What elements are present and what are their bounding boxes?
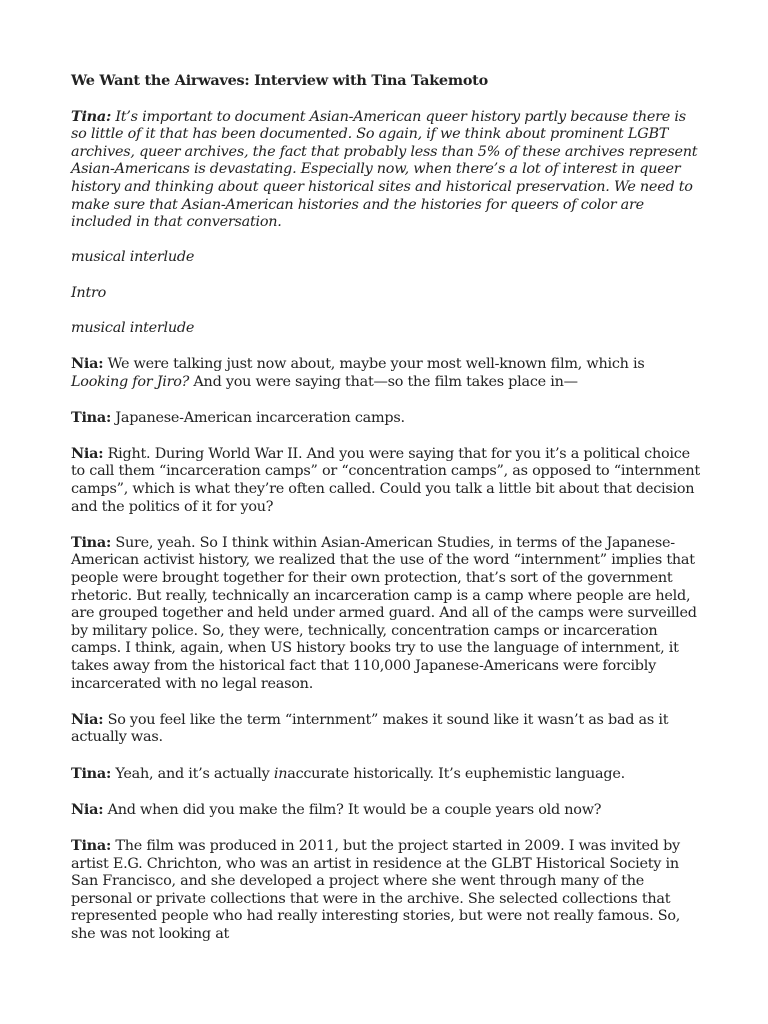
document-title: We Want the Airwaves: Interview with Tina Takemoto: [71, 72, 488, 89]
dialogue-text: So you feel like the term “internment” makes it sound like it wasn’t as bad as it actually was.: [71, 711, 669, 746]
dialogue-text: Right. During World War II. And you were saying that for you it’s a political choice to call them “incarceration camps” or “concentration camps”, as opposed to “internment camps”, which is what they’re often called. Could you talk a little bit about that decision and the politics of it for you?: [71, 445, 700, 515]
dialogue-paragraph: [71, 355, 703, 391]
dialogue-text: We were talking just now about, maybe your most well-known film, which is: [103, 355, 645, 372]
stage-note: musical interlude: [71, 319, 195, 336]
dialogue-text: Japanese-American incarceration camps.: [111, 409, 405, 426]
dialogue-paragraph: [71, 711, 703, 747]
dialogue-text: accurate historically. It’s euphemistic language.: [287, 765, 625, 782]
speaker-label: Nia:: [71, 710, 104, 728]
emphasis-text: in: [273, 765, 288, 782]
speaker-label: Tina:: [71, 764, 112, 782]
dialogue-paragraph: [71, 765, 703, 784]
stage-note: Intro: [71, 284, 107, 301]
opening-quote: [71, 108, 703, 232]
speaker-label: Tina:: [71, 408, 112, 426]
dialogue-paragraph: [71, 837, 703, 944]
dialogue-paragraph: [71, 445, 703, 516]
dialogue-text: Sure, yeah. So I think within Asian-American Studies, in terms of the Japanese-American activist history, we realized that the use of the word “internment” implies that people were brought together for their own protection, that’s sort of the government rhetoric. But really, technically an incarceration camp is a camp where people are held, are grouped together and held under armed guard. And all of the camps were surveilled by military police. So, they were, technically, concentration camps or incarceration camps. I think, again, when US history books try to use the language of internment, it takes away from the historical fact that 110,000 Japanese-Americans were forcibly incarcerated with no legal reason.: [71, 534, 697, 692]
quote-text: It’s important to document Asian-American queer history partly because there is so little of it that has been documented. So again, if we think about prominent LGBT archives, queer archives, the fact that probably less than 5% of these archives represent Asian-Americans is devastating. Especially now, when there’s a lot of interest in queer history and thinking about queer historical sites and historical preservation. We need to make sure that Asian-American histories and the histories for queers of color are included in that conversation.: [71, 108, 698, 231]
dialogue-paragraph: [71, 409, 703, 428]
film-title: Looking for Jiro?: [71, 373, 190, 390]
speaker-label: Nia:: [71, 444, 104, 462]
speaker-label: Tina:: [71, 836, 112, 854]
dialogue-text: The film was produced in 2011, but the project started in 2009. I was invited by artist E.G. Chrichton, who was an artist in residence at the GLBT Historical Society in San Francisco, and she developed a project where she went through many of the personal or private collections that were in the archive. She selected collections that represented people who had really interesting stories, but were not really famous. So, she was not looking at: [71, 837, 681, 942]
dialogue-paragraph: [71, 801, 703, 820]
document-page: [71, 72, 703, 961]
dialogue-text: And when did you make the film? It would be a couple years old now?: [103, 801, 602, 818]
speaker-label: Tina:: [71, 533, 112, 551]
dialogue-paragraph: [71, 534, 703, 693]
speaker-label: Tina:: [71, 107, 112, 125]
speaker-label: Nia:: [71, 354, 104, 372]
stage-note: musical interlude: [71, 249, 195, 266]
speaker-label: Nia:: [71, 800, 104, 818]
dialogue-text: And you were saying that—so the film takes place in—: [189, 373, 578, 390]
dialogue-text: Yeah, and it’s actually: [111, 765, 274, 782]
